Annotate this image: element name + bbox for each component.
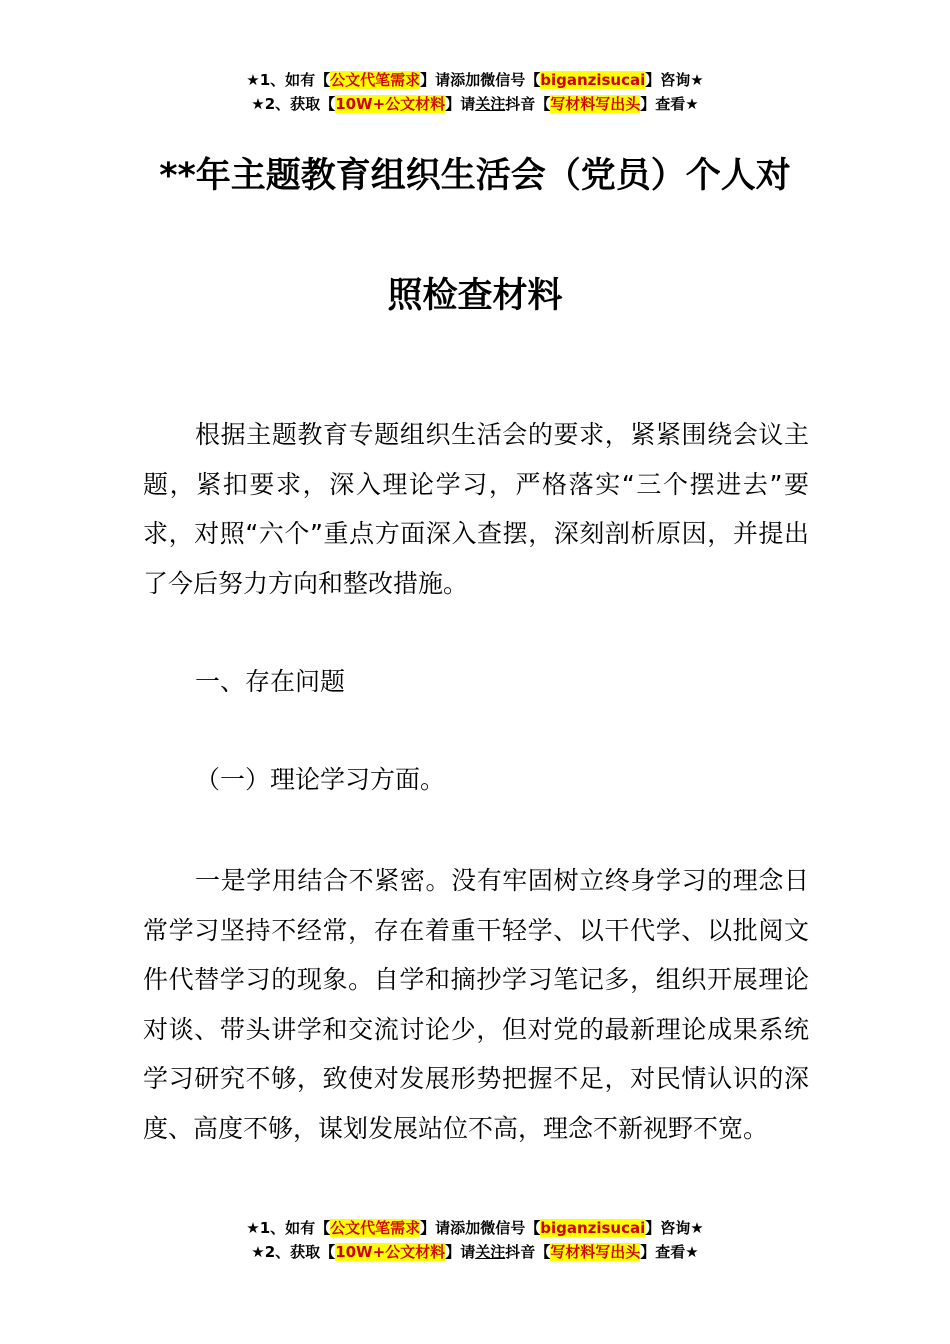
section-heading-problems: 一、存在问题	[195, 667, 346, 696]
highlight-materials: 10W+公文材料	[335, 1243, 446, 1261]
banner-line-2: ★2、获取【10W+公文材料】请关注抖音【写材料写出头】查看★	[251, 95, 699, 113]
highlight-wechat-id: biganzisucai	[540, 1219, 646, 1237]
highlight-service: 公文代笔需求	[330, 71, 421, 89]
subsection-heading-theory: （一）理论学习方面。	[195, 765, 446, 794]
highlight-wechat-id: biganzisucai	[540, 71, 646, 89]
point-paragraph-1: 一是学用结合不紧密。没有牢固树立终身学习的理念日常学习坚持不经常，存在着重干轻学、以干代学、以批阅文件代替学习的现象。自学和摘抄学习笔记多，组织开展理论对谈、带头讲学和交流讨论少，但对党的最新理论成果系统学习研究不够，致使对发展形势把握不足，对民情认识的深度、高度不够，谋划发展站位不高，理念不新视野不宽。	[143, 866, 809, 1143]
banner-line-1: ★1、如有【公文代笔需求】请添加微信号【biganzisucai】咨询★	[246, 71, 704, 89]
highlight-douyin: 写材料写出头	[550, 95, 641, 113]
banner-line-2: ★2、获取【10W+公文材料】请关注抖音【写材料写出头】查看★	[251, 1243, 699, 1261]
intro-paragraph: 根据主题教育专题组织生活会的要求，紧紧围绕会议主题，紧扣要求，深入理论学习，严格落实“三个摆进去”要求，对照“六个”重点方面深入查摆，深刻剖析原因，并提出了今后努力方向和整改措施。	[143, 420, 809, 598]
header-banner	[0, 68, 950, 116]
document-title-line-2: 照检查材料	[387, 276, 563, 316]
banner-line-1: ★1、如有【公文代笔需求】请添加微信号【biganzisucai】咨询★	[246, 1219, 704, 1237]
document-title-line-1: **年主题教育组织生活会（党员）个人对	[159, 156, 791, 196]
highlight-douyin: 写材料写出头	[550, 1243, 641, 1261]
highlight-service: 公文代笔需求	[330, 1219, 421, 1237]
footer-banner	[0, 1216, 950, 1264]
highlight-materials: 10W+公文材料	[335, 95, 446, 113]
